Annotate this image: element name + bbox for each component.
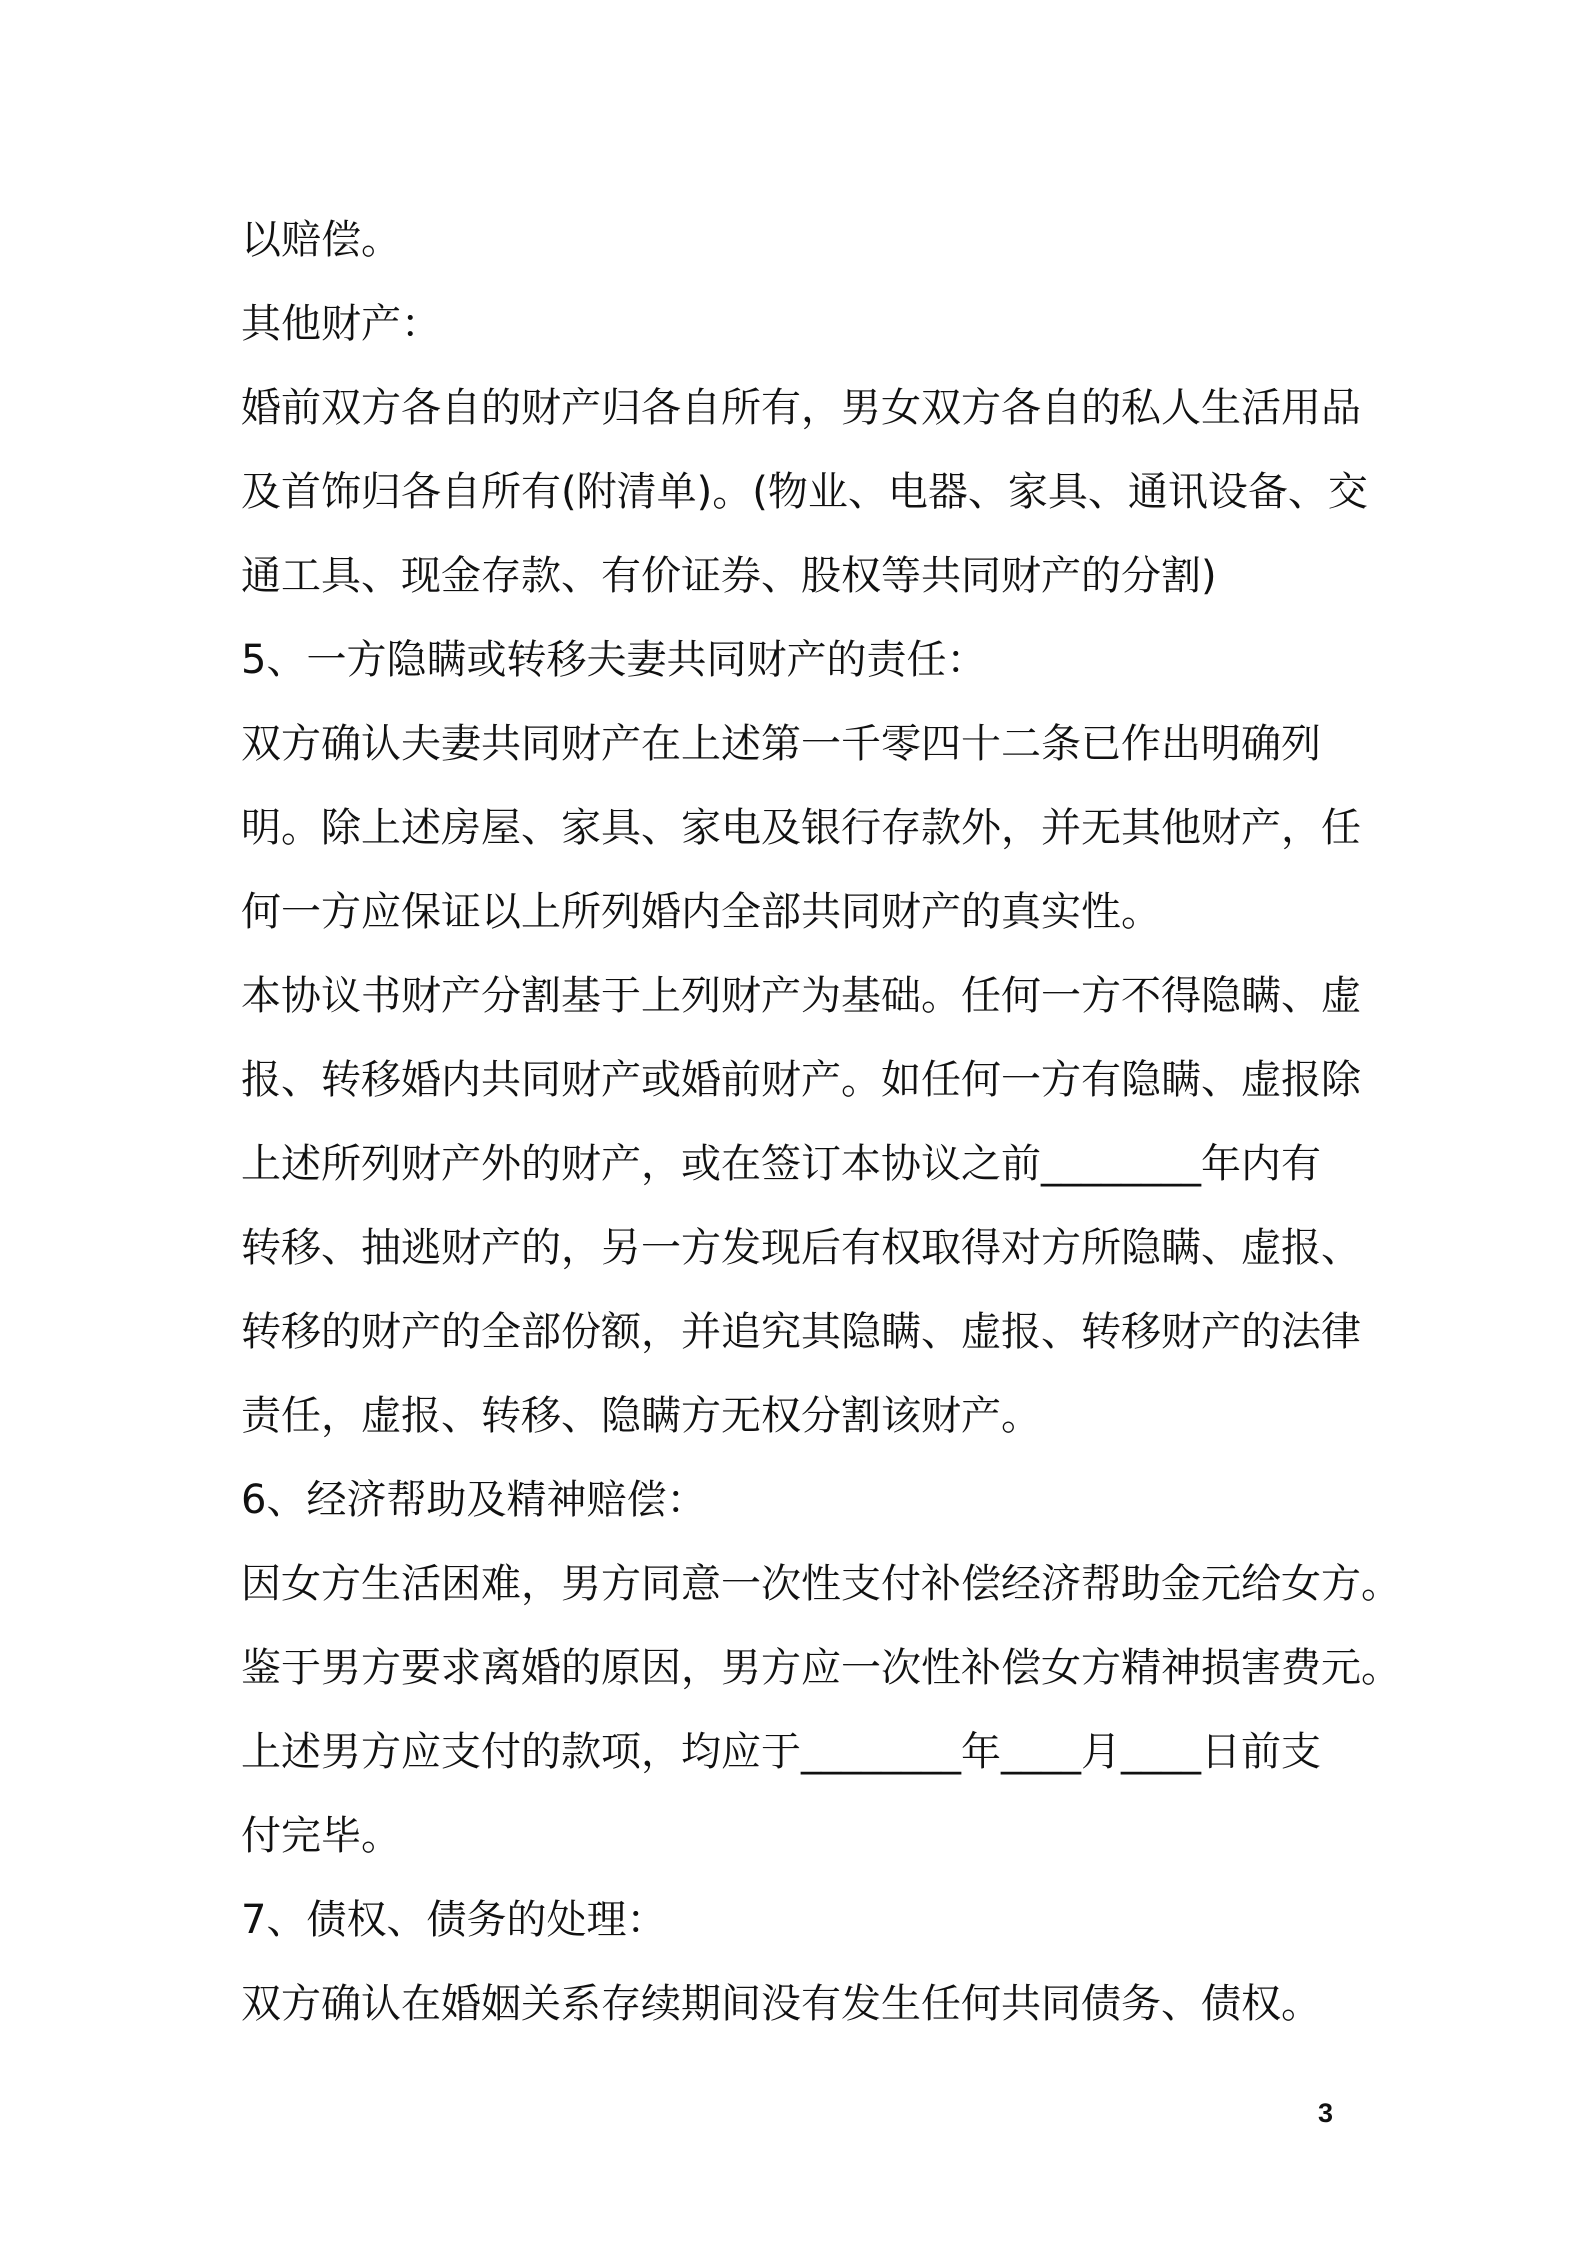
- text-line: 及首饰归各自所有(附清单)。(物业、电器、家具、通讯设备、交: [241, 469, 1368, 515]
- text-line: 本协议书财产分割基于上列财产为基础。任何一方不得隐瞒、虚: [241, 973, 1361, 1019]
- section-heading-6: 6、经济帮助及精神赔偿：: [241, 1477, 707, 1523]
- text-line: 上述所列财产外的财产，或在签订本协议之前________年内有: [241, 1141, 1321, 1187]
- text-line: 责任，虚报、转移、隐瞒方无权分割该财产。: [241, 1393, 1041, 1439]
- text-line: 上述男方应支付的款项，均应于________年____月____日前支: [241, 1729, 1321, 1775]
- page-number: 3: [1318, 2098, 1334, 2128]
- text-line: 报、转移婚内共同财产或婚前财产。如任何一方有隐瞒、虚报除: [241, 1057, 1361, 1103]
- text-line: 以赔偿。: [241, 217, 401, 263]
- text-line: 明。除上述房屋、家具、家电及银行存款外，并无其他财产，任: [241, 805, 1361, 851]
- text-line: 转移的财产的全部份额，并追究其隐瞒、虚报、转移财产的法律: [241, 1309, 1361, 1355]
- section-heading-other-property: 其他财产：: [241, 301, 441, 347]
- text-line: 双方确认夫妻共同财产在上述第一千零四十二条已作出明确列: [241, 721, 1321, 767]
- section-heading-7: 7、债权、债务的处理：: [241, 1897, 667, 1943]
- text-line: 通工具、现金存款、有价证券、股权等共同财产的分割): [241, 553, 1217, 599]
- text-line: 双方确认在婚姻关系存续期间没有发生任何共同债务、债权。: [241, 1981, 1321, 2027]
- text-line: 转移、抽逃财产的，另一方发现后有权取得对方所隐瞒、虚报、: [241, 1225, 1361, 1271]
- text-line: 婚前双方各自的财产归各自所有，男女双方各自的私人生活用品: [241, 385, 1361, 431]
- section-heading-5: 5、一方隐瞒或转移夫妻共同财产的责任：: [241, 637, 987, 683]
- text-line: 因女方生活困难，男方同意一次性支付补偿经济帮助金元给女方。: [241, 1561, 1401, 1607]
- document-body: [241, 198, 1401, 2046]
- text-line: 付完毕。: [241, 1813, 401, 1859]
- text-line: 何一方应保证以上所列婚内全部共同财产的真实性。: [241, 889, 1161, 935]
- text-line: 鉴于男方要求离婚的原因，男方应一次性补偿女方精神损害费元。: [241, 1645, 1401, 1691]
